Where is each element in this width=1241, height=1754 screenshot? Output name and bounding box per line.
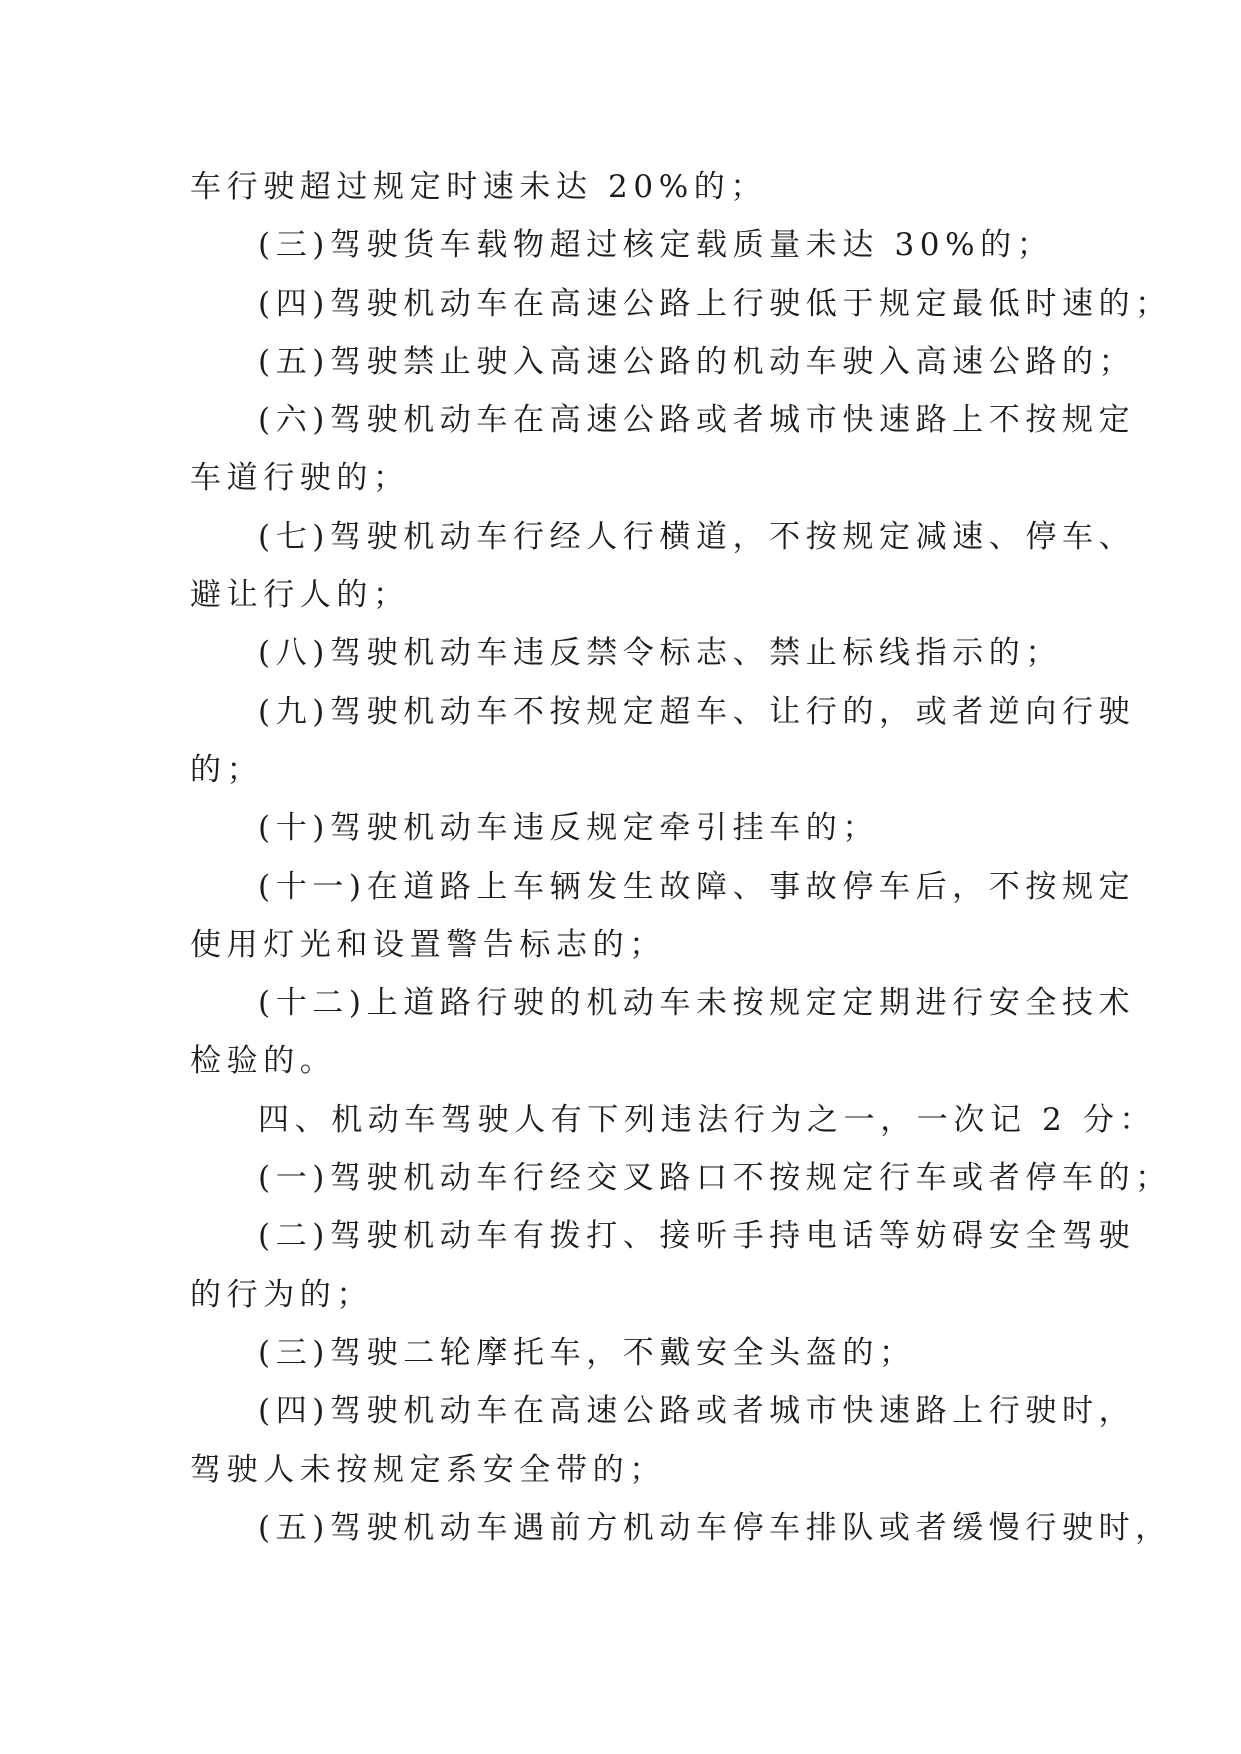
text-line: 使用灯光和设置警告标志的； (190, 926, 666, 963)
text-line: (五)驾驶禁止驶入高速公路的机动车驶入高速公路的； (258, 343, 1136, 380)
text-line: (十一)在道路上车辆发生故障、事故停车后，不按规定 (258, 868, 1136, 905)
text-line: (十二)上道路行驶的机动车未按规定定期进行安全技术 (258, 985, 1136, 1022)
text-line: 避让行人的； (190, 577, 410, 614)
text-line: (五)驾驶机动车遇前方机动车停车排队或者缓慢行驶时， (258, 1509, 1172, 1546)
text-line: (六)驾驶机动车在高速公路或者城市快速路上不按规定 (258, 402, 1136, 439)
text-line: 检验的。 (190, 1043, 337, 1080)
text-line: (九)驾驶机动车不按规定超车、让行的，或者逆向行驶 (258, 693, 1136, 730)
text-line: (三)驾驶二轮摩托车，不戴安全头盔的； (258, 1334, 916, 1371)
text-line: 驾驶人未按规定系安全带的； (190, 1451, 666, 1488)
text-line: (八)驾驶机动车违反禁令标志、禁止标线指示的； (258, 635, 1062, 672)
text-line: (七)驾驶机动车行经人行横道，不按规定减速、停车、 (258, 518, 1136, 555)
text-line: (三)驾驶货车载物超过核定载质量未达 30%的； (258, 227, 1054, 264)
text-line: 四、机动车驾驶人有下列违法行为之一，一次记 2 分： (258, 1101, 1157, 1138)
text-line: 的行为的； (190, 1276, 373, 1313)
text-line: 车道行驶的； (190, 460, 410, 497)
text-line: 的； (190, 751, 264, 788)
text-line: 车行驶超过规定时速未达 20%的； (190, 169, 767, 205)
text-line: (一)驾驶机动车行经交叉路口不按规定行车或者停车的； (258, 1160, 1172, 1197)
document-body (190, 158, 1172, 1557)
text-line: (四)驾驶机动车在高速公路上行驶低于规定最低时速的； (258, 285, 1172, 322)
text-line: (十)驾驶机动车违反规定牵引挂车的； (258, 810, 879, 847)
text-line: (四)驾驶机动车在高速公路或者城市快速路上行驶时， (258, 1393, 1136, 1430)
text-line: (二)驾驶机动车有拨打、接听手持电话等妨碍安全驾驶 (258, 1218, 1136, 1255)
